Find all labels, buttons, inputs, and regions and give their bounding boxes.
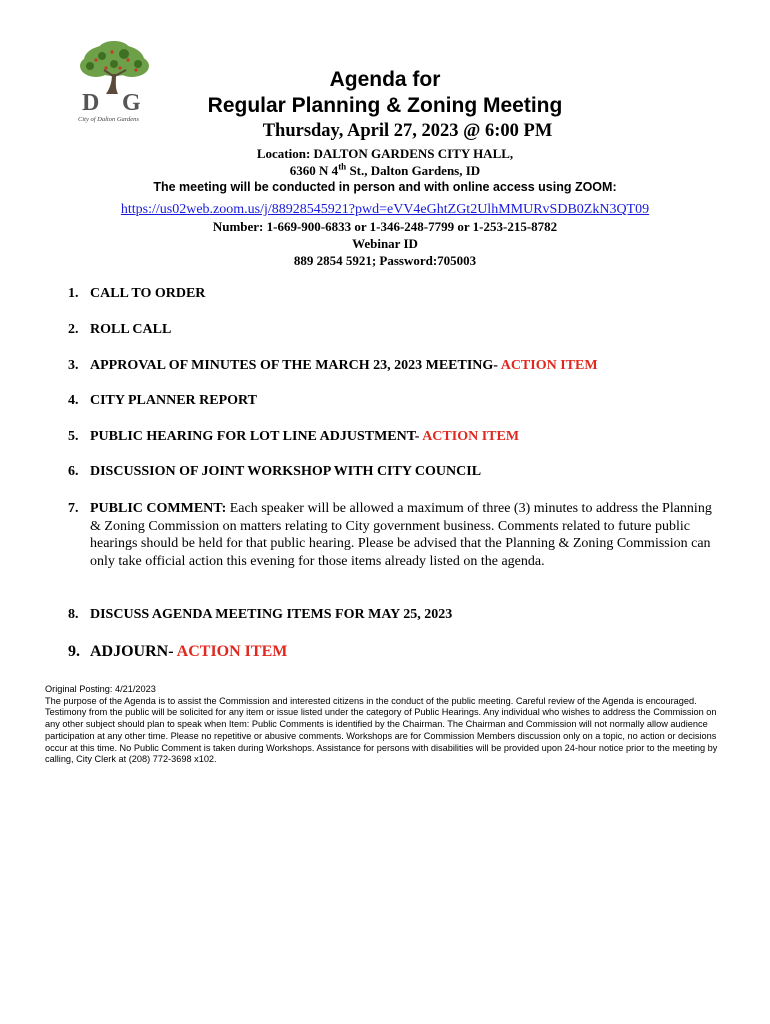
meeting-date: Thursday, April 27, 2023 @ 6:00 PM (262, 121, 553, 141)
agenda-item-city-planner-report: 4. CITY PLANNER REPORT (68, 393, 258, 408)
agenda-title-line2: Regular Planning & Zoning Meeting (207, 94, 563, 117)
agenda-item-roll-call: 2. ROLL CALL (68, 322, 172, 337)
agenda-footer (45, 684, 725, 766)
meeting-location: Location: DALTON GARDENS CITY HALL, (256, 146, 514, 161)
svg-text:D: D (82, 90, 100, 116)
zoom-link[interactable]: https://us02web.zoom.us/j/88928545921?pwd=eVV4eGhtZGt2UlhMMURvSDB0ZkN3QT09 (120, 202, 650, 217)
action-item-label: ACTION ITEM (422, 429, 520, 444)
agenda-item-call-to-order: 1. CALL TO ORDER (68, 286, 206, 301)
agenda-item-adjourn: 9. ADJOURN- ACTION ITEM (68, 643, 288, 660)
dial-in-numbers: Number: 1-669-900-6833 or 1-346-248-7799 or 1-253-215-8782 (212, 219, 558, 234)
svg-text:G: G (122, 90, 141, 116)
meeting-address: 6360 N 4th St., Dalton Gardens, ID (289, 161, 481, 178)
agenda-item-approval-minutes: 3. APPROVAL OF MINUTES OF THE MARCH 23, 2023 MEETING- ACTION ITEM (68, 358, 598, 373)
svg-text:City of Dalton Gardens: City of Dalton Gardens (78, 116, 139, 123)
webinar-id-password: 889 2854 5921; Password:705003 (293, 253, 477, 268)
agenda-item-public-hearing: 5. PUBLIC HEARING FOR LOT LINE ADJUSTMENT- ACTION ITEM (68, 429, 520, 444)
agenda-item-public-comment: 7. PUBLIC COMMENT: Each speaker will be allowed a maximum of three (3) minutes to address the Planning & Zoning Commission on matters relating to City government business. Comments related to future public hearings should be held for that public hearing. Please be advised that the Planning & Zoning Commission can only take official action this evening for those items already listed on the agenda. (68, 501, 712, 569)
zoom-notice: The meeting will be conducted in person and with online access using ZOOM: (153, 180, 617, 194)
agenda-item-discuss-next-meeting: 8. DISCUSS AGENDA MEETING ITEMS FOR MAY 25, 2023 (68, 607, 453, 622)
agenda-item-joint-workshop: 6. DISCUSSION OF JOINT WORKSHOP WITH CITY COUNCIL (68, 464, 482, 479)
webinar-label: Webinar ID (352, 236, 418, 251)
agenda-title-line1: Agenda for (329, 68, 441, 91)
action-item-label: ACTION ITEM (176, 643, 288, 660)
agenda-purpose-note: The purpose of the Agenda is to assist the Commission and interested citizens in the conduct of the public meeting. Careful review of the Agenda is encouraged. Testimony from the public will be solicited for any item or issue listed under the category of Public Hearings. Any individual who wishes to address the Commission on any other subject should plan to speak when Item: Public Comments is identified by the Chairman. The Chairman and Commission will not normally allow audience participation at any other time. Please no repetitive or abusive comments. Workshops are for Commission Members discussion only on a topic, no action or decisions occur at this time. No Public Comment is taken during Workshops. Assistance for persons with disabilities will be provided upon 24-hour notice prior to the meeting by calling, City Clerk at (208) 772-3698 x102. (45, 695, 718, 765)
action-item-label: ACTION ITEM (500, 358, 598, 373)
original-posting: Original Posting: 4/21/2023 (45, 684, 156, 694)
